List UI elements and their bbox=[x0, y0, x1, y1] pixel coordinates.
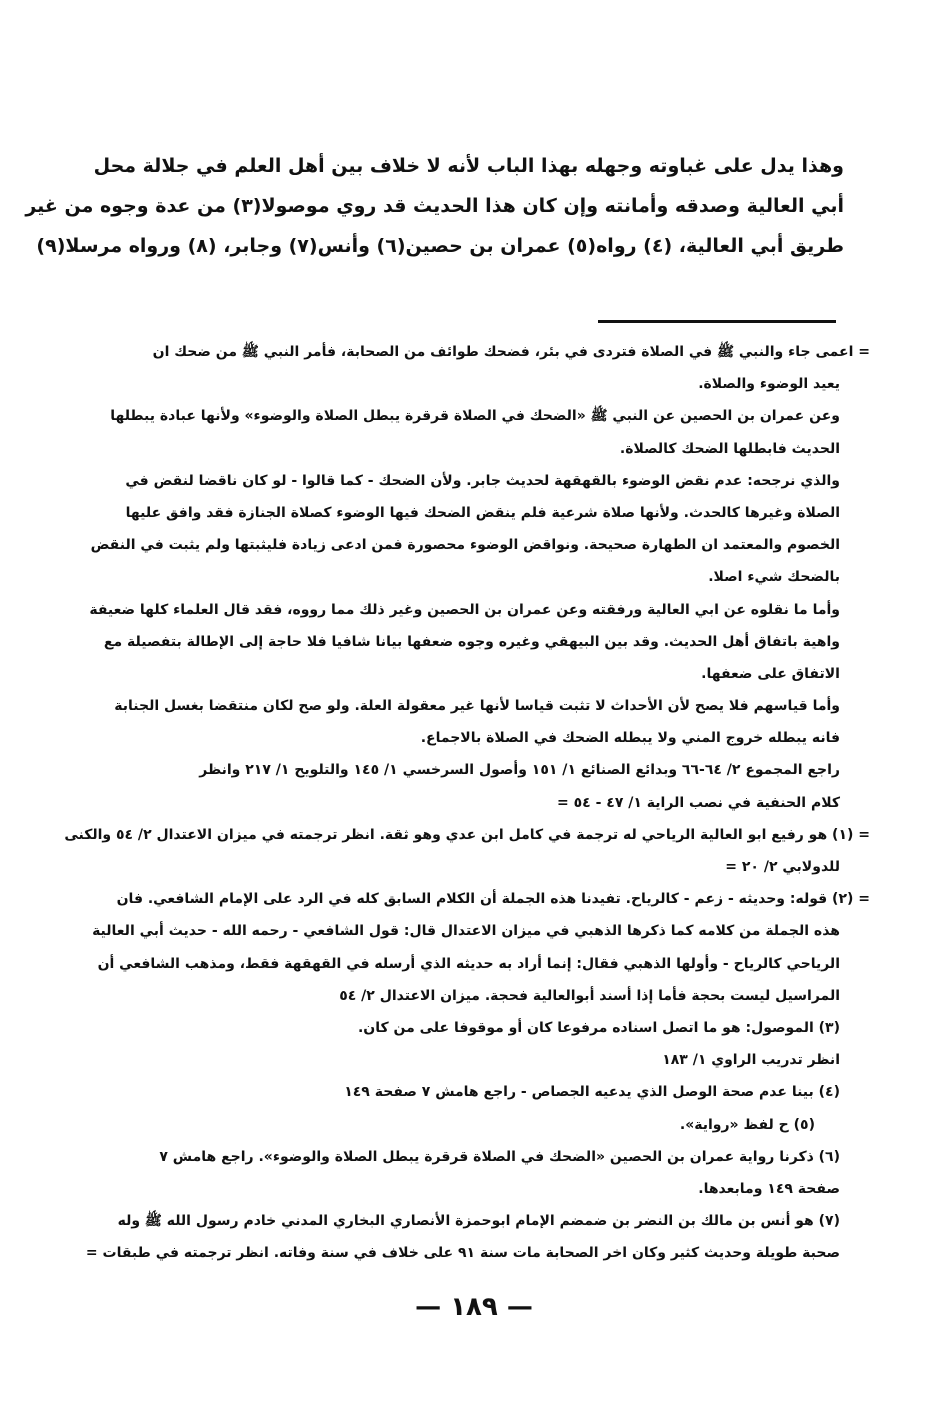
footnote-line: صحبة طويلة وحديث كثير وكان اخر الصحابة مات سنة ٩١ على خلاف في سنة وفاته. انظر ترجمته في طبقات = bbox=[85, 1245, 840, 1262]
main-text-line: أبي العالية وصدقه وأمانته وإن كان هذا الحديث قد روي موصولا(٣) من عدة وجوه من غير bbox=[25, 195, 844, 217]
footnote-line: والذي نرجحه: عدم نقض الوضوء بالقهقهة لحديث جابر. ولأن الضحك - كما قالوا - لو كان ناقضا لنقض في bbox=[125, 472, 840, 489]
footnote-line: كلام الحنفية في نصب الراية ١/ ٤٧ - ٥٤ = bbox=[557, 794, 840, 811]
footnote-line: وأما قياسهم فلا يصح لأن الأحداث لا تثبت قياسا لأنها غير معقولة العلة. ولو صح لكان منتقضا بغسل الجنابة bbox=[114, 698, 840, 715]
footnote-line: الاتفاق على ضعفها. bbox=[701, 665, 840, 682]
footnote-line: = اعمى جاء والنبي ﷺ في الصلاة فتردى في بئر، فضحك طوائف من الصحابة، فأمر النبي ﷺ من ضحك ان bbox=[152, 344, 870, 360]
footnote-line: الخصوم والمعتمد ان الطهارة صحيحة. ونواقض الوضوء محصورة فمن ادعى زيادة فليثبتها ولم يثبت في النقض bbox=[90, 537, 840, 554]
footnote-line: بالضحك شيء اصلا. bbox=[708, 569, 840, 586]
page-number: — ١٨٩ — bbox=[415, 1292, 533, 1322]
footnote-line: وأما ما نقلوه عن ابي العالية ورفقته وعن عمران بن الحصين وغير ذلك مما رووه، فقد قال العلماء كلها ضعيفة bbox=[89, 601, 840, 618]
main-text-line: طريق أبي العالية، (٤) رواه(٥) عمران بن حصين(٦) وأنس(٧) وجابر، (٨) ورواه مرسلا(٩) bbox=[36, 235, 844, 257]
footnote-line: الرياحي كالرياح - وأولها الذهبي فقال: إنما أراد به حديثه الذي أرسله في القهقهة فقط، ومذهب الشافعي أن bbox=[97, 955, 840, 972]
footnote-line: فانه يبطله خروج المني ولا يبطله الضحك في الصلاة بالاجماع. bbox=[420, 730, 840, 747]
footnote-line: للدولابي ٢/ ٢٠ = bbox=[725, 859, 840, 875]
footnote-line: الصلاة وغيرها كالحدث. ولأنها صلاة شرعية فلم ينقض الضحك فيها الوضوء كصلاة الجنازة فقد وافق عليها bbox=[125, 504, 840, 521]
footnote-line: وعن عمران بن الحصين عن النبي ﷺ «الضحك في الصلاة قرقرة يبطل الصلاة والوضوء» ولأنها عبادة يبطلها bbox=[110, 408, 840, 425]
footnote-line: الحديث فابطلها الضحك كالصلاة. bbox=[619, 440, 840, 457]
footnote-line: (٧) هو أنس بن مالك بن النضر بن ضمضم الإمام ابوحمزة الأنصاري البخاري المدني خادم رسول الله ﷺ وله bbox=[117, 1213, 840, 1230]
footnote-line: واهية باتفاق أهل الحديث. وقد بين البيهقي وغيره وجوه ضعفها بيانا شافيا فلا حاجة إلى الإطالة بتفصيلة مع bbox=[103, 633, 840, 650]
footnote-line: = (١) هو رفيع ابو العالية الرياحي له ترجمة في كامل ابن عدي وهو ثقة. انظر ترجمته في ميزان الاعتدال ٢/ ٥٤ والكنى bbox=[64, 826, 870, 843]
footnote-line: (٣) الموصول: هو ما اتصل اسناده مرفوعا كان أو موقوفا على من كان. bbox=[357, 1019, 840, 1036]
footnote-line: انظر تدريب الراوي ١/ ١٨٣ bbox=[662, 1052, 840, 1069]
footnote-line: صفحة ١٤٩ ومابعدها. bbox=[698, 1180, 840, 1197]
main-text bbox=[25, 146, 844, 266]
main-text-line: وهذا يدل على غباوته وجهله بهذا الباب لأنه لا خلاف بين أهل العلم في جلالة محل bbox=[93, 155, 844, 177]
footnote-separator bbox=[598, 320, 836, 323]
footnote-line: المراسيل ليست بحجة فأما إذا أسند أبوالعالية فحجة. ميزان الاعتدال ٢/ ٥٤ bbox=[339, 987, 840, 1004]
footnote-line: (٥) ح لفظ «رواية». bbox=[679, 1116, 815, 1133]
footnotes bbox=[64, 336, 870, 1269]
footnote-line: يعيد الوضوء والصلاة. bbox=[698, 376, 840, 393]
footnote-line: راجع المجموع ٢/ ٦٤-٦٦ وبدائع الصنائع ١/ ١٥١ وأصول السرخسي ١/ ١٤٥ والتلويح ١/ ٢١٧ وانظر bbox=[199, 762, 840, 779]
footnote-line: هذه الجملة من كلامه كما ذكرها الذهبي في ميزان الاعتدال قال: قول الشافعي - رحمه الله - حديث أبي العالية bbox=[92, 923, 840, 940]
footnote-line: (٤) بينا عدم صحة الوصل الذي يدعيه الجصاص - راجع هامش ٧ صفحة ١٤٩ bbox=[344, 1084, 840, 1101]
footnote-line: = (٢) قوله: وحديثه - زعم - كالرياح. تفيدنا هذه الجملة أن الكلام السابق كله في الرد على الإمام الشافعي. فان bbox=[116, 891, 870, 908]
footnote-line: (٦) ذكرنا رواية عمران بن الحصين «الضحك في الصلاة قرقرة يبطل الصلاة والوضوء». راجع هامش ٧ bbox=[159, 1148, 840, 1165]
